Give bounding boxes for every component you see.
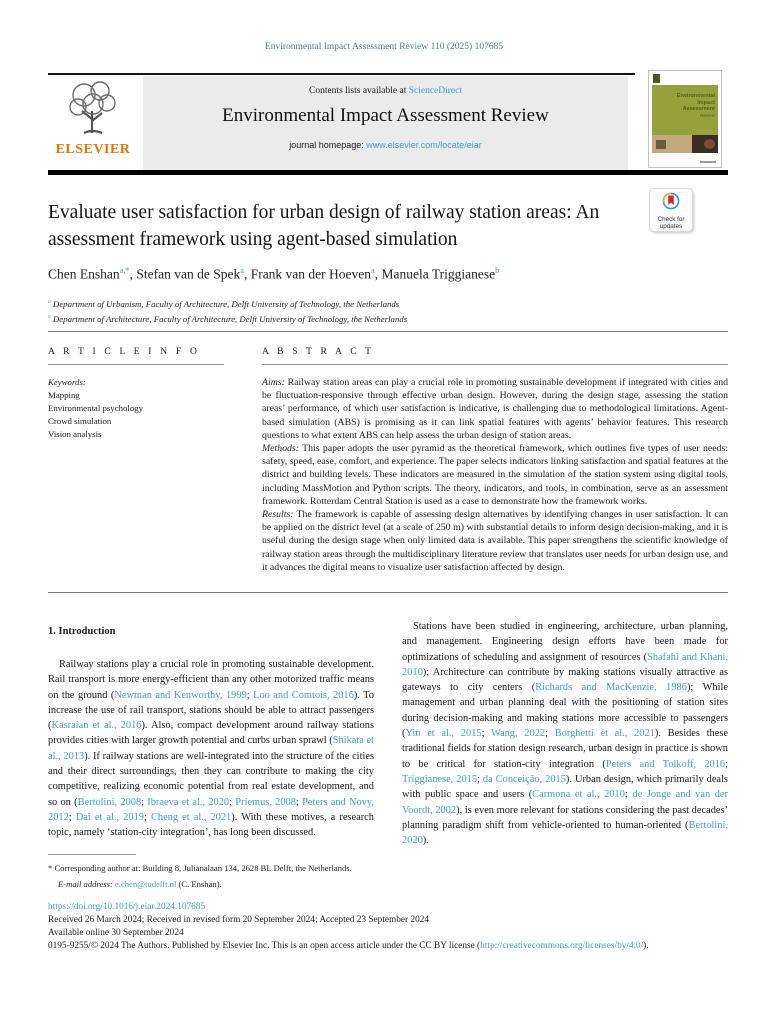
citation-link[interactable]: Triggianese, 2015: [402, 773, 478, 785]
author-list: [48, 266, 708, 283]
text-segment: ). With these motives, a research topic, namely ‘station-city integration’, has long been discussed.: [48, 811, 374, 839]
hyperlink[interactable]: www.elsevier.com/locate/eiar: [366, 140, 482, 150]
citation-link[interactable]: Ibraeva et al., 2020: [147, 796, 230, 808]
section-heading-introduction: 1. Introduction: [48, 626, 116, 637]
citation-link[interactable]: Richards and MacKenzie, 1986: [535, 682, 687, 694]
divider-rule-bottom: [48, 592, 728, 593]
elsevier-wordmark: ELSEVIER: [55, 142, 131, 157]
citation-link[interactable]: Peters and Tolkoff, 2016: [605, 758, 726, 770]
text-segment: ;: [246, 689, 254, 701]
citation-link[interactable]: Dai et al., 2019: [75, 811, 144, 823]
abstract-lead: Aims:: [262, 377, 285, 388]
text-segment: ). If railway stations are well-integrated into the structure of the cities and their direct surroundings, then they can contribute to making the city competitive, realizing economic potential from real estate development, and so on (: [48, 750, 375, 808]
citation-link[interactable]: Shafahi and Khani, 2010: [402, 651, 728, 678]
citation-link[interactable]: Bertolini, 2008: [77, 796, 142, 808]
journal-reference-line: Environmental Impact Assessment Review 110 (2025) 107685: [264, 42, 504, 52]
abstract-paragraph-results: [262, 508, 728, 574]
citation-link[interactable]: Shikata et al., 2013: [48, 735, 375, 762]
text-segment: 0195-9255/© 2024 The Authors. Published by Elsevier Inc. This is an open access article under the CC BY license (: [48, 941, 481, 951]
keyword-item: Environmental psychology: [48, 403, 144, 413]
text-segment: (C. Enshan).: [176, 878, 222, 889]
text-segment: ); Architecture can contribute by making stations visually attractive as gateways to city centers (: [402, 666, 728, 694]
article-footer: [48, 901, 728, 953]
elsevier-tree-icon: [62, 77, 124, 141]
text-segment: b: [495, 266, 500, 275]
citation-link[interactable]: Cheng et al., 2021: [150, 811, 232, 823]
abstract-lead: Methods:: [262, 443, 300, 455]
check-updates-label: Check for updates: [657, 216, 685, 230]
keyword-item: Vision analysis: [48, 429, 102, 439]
citation-link[interactable]: Peters and Novy, 2012: [48, 796, 374, 823]
citation-link[interactable]: Bertolini, 2020: [402, 819, 728, 847]
citation-link[interactable]: Newman and Kenworthy, 1999: [114, 689, 247, 701]
text-segment: Department of Urbanism, Faculty of Architecture, Delft University of Technology, the Netherlands: [50, 298, 400, 309]
text-segment: , Manuela Triggianese: [374, 266, 496, 282]
available-online: Available online 30 September 2024: [48, 928, 184, 938]
abstract-text: Railway station areas can play a crucial role in promoting sustainable development if integrated with cities and be fluctuation-responsive through effective urban design. However, during the design stage, assessing the station areas’ performance, of which user satisfaction is indicative, is challenging due to methodological limitations. Agent-based simulation (ABS) is promising as it can link spatial features with agents’ behavior features. This research questions to what extent ABS can help assess the urban design of station areas.: [262, 377, 728, 441]
citation-link[interactable]: Yin et al., 2015: [405, 728, 482, 740]
abstract-lead: Results:: [262, 509, 294, 521]
abstract-heading: A B S T R A C T: [262, 347, 728, 365]
cover-photo-strip: [652, 135, 718, 153]
text-segment: ), is even more relevant for stations considering the past decades’ planning paradigm shift from vehicle-oriented to human-oriented (: [402, 804, 729, 831]
text-segment: ). Urban design, which primarily deals with public space and users (: [402, 773, 728, 801]
citation-link[interactable]: da Conceição, 2015: [482, 773, 566, 785]
abstract-paragraph-aims: [262, 376, 728, 442]
text-segment: Railway stations play a crucial role in promoting sustainable development. Rail transport is more energy-efficient than any other motorized traffic means on the ground (: [48, 659, 374, 701]
text-segment: a,*: [119, 266, 130, 275]
abstract-paragraph-methods: [262, 442, 728, 508]
header-top-rule: [48, 73, 635, 75]
abstract-text: This paper adopts the user pyramid as the theoretical framework, which outlines five types of user needs: safety, speed, ease, comfort, and experience. The paper selects indicators linking satisfaction and spatial features at the district and building levels. These indicators are measured in the simulation of the station system using digital tools, including MassMotion and Python scripts. The theory, indicators, and tools, in combination, serve as an assessment framework. Rotterdam Central Station is used as a case to demonstrate how the framework works.: [262, 443, 728, 507]
body-left-column: [48, 614, 374, 848]
abstract-text: The framework is capable of assessing design alternatives by identifying changes in user satisfaction. It can be applied on the district level (at a scale of 250 m) with substantial details to inform design decision-making, and it is useful during the design stage when only limited data is available. This paper strengthens the scientific knowledge of railway station areas through the multidisciplinary literature review that translates user needs for urban design use, and it advances the digital means to visualize user satisfaction affected by design.: [262, 509, 728, 573]
cover-title: Environmental Impact Assessment Review: [676, 93, 715, 118]
text-segment: ;: [481, 728, 492, 740]
cover-logo-mark: [653, 74, 660, 83]
text-segment: ;: [545, 728, 555, 740]
info-abstract-section: [48, 347, 728, 574]
received-dates: Received 26 March 2024; Received in revised form 20 September 2024; Accepted 23 September 2024: [48, 915, 430, 925]
cover-photo-right: [692, 135, 718, 153]
journal-title: Environmental Impact Assessment Review: [222, 105, 549, 126]
journal-banner: [143, 76, 628, 170]
cover-footer-mark: [700, 161, 716, 163]
journal-homepage-line: [143, 140, 628, 150]
text-segment: , Stefan van de Spek: [129, 266, 241, 282]
text-segment: a: [240, 266, 244, 275]
footnote-email: [48, 877, 418, 893]
text-segment: ;: [229, 796, 236, 808]
journal-cover-thumbnail[interactable]: [648, 70, 722, 168]
footnote-address: * Corresponding author at: Building 8, Julianalaan 134, 2628 BL Delft, the Netherlands.: [48, 863, 352, 873]
text-segment: ;: [725, 758, 728, 770]
text-segment: ); While management and urban planning deal with the positioning of station sites during decision-making and making stations more accessible to passengers (: [402, 682, 728, 740]
keyword-item: Crowd simulation: [48, 416, 112, 426]
keyword-item: Mapping: [48, 390, 80, 400]
text-segment: ). To increase the use of rail transport, stations should be able to attract passengers (: [48, 689, 374, 732]
text-segment: ). Besides these traditional fields for station design research, urban design in practice is shown to be critical for station-city integration (: [402, 728, 729, 770]
journal-header: [48, 70, 728, 176]
text-segment: E-mail address:: [58, 878, 113, 889]
text-segment: ;: [477, 773, 483, 785]
footnote-rule: [48, 854, 136, 855]
divider-rule-top: [48, 331, 728, 332]
text-segment: journal homepage:: [289, 140, 367, 150]
citation-link[interactable]: Wang, 2022: [491, 728, 546, 740]
text-segment: Contents lists available at: [308, 86, 409, 96]
body-right-column: [402, 614, 728, 848]
text-segment: ;: [624, 789, 633, 801]
affiliation-a: [48, 296, 708, 311]
text-segment: a: [48, 299, 51, 305]
article-info-heading: A R T I C L E I N F O: [48, 347, 224, 365]
issn-copyright-line: [48, 940, 728, 953]
keywords-label: Keywords:: [48, 377, 86, 387]
affiliation-b: [48, 311, 708, 326]
article-body: [48, 614, 728, 848]
doi-link[interactable]: https://doi.org/10.1016/j.eiar.2024.107685: [48, 902, 206, 912]
text-segment: , Frank van der Hoeven: [243, 266, 372, 282]
check-updates-icon: [662, 192, 680, 210]
text-segment: ;: [143, 811, 151, 823]
text-segment: a: [371, 266, 375, 275]
citation-link[interactable]: Loo and Comtois, 2016: [253, 689, 354, 701]
text-segment: ;: [68, 811, 76, 823]
article-title: Evaluate user satisfaction for urban design of railway station areas: An assessment framework using agent-based simulation: [48, 202, 600, 250]
cover-photo-left: [652, 135, 692, 153]
affiliations: [48, 296, 708, 327]
body-paragraph: [48, 657, 374, 841]
citation-link[interactable]: Carmona et al., 2010: [532, 789, 625, 801]
text-segment: b: [48, 314, 51, 321]
citation-link[interactable]: Priemus, 2008: [235, 796, 296, 808]
corresponding-author-footnote: [48, 854, 418, 892]
citation-link[interactable]: Borghetti et al., 2021: [554, 728, 655, 740]
text-segment: ;: [141, 796, 148, 808]
text-segment: Stations have been studied in engineering, architecture, urban planning, and management. Engineering design efforts have been made for optimizations of scheduling and assignment of resources (: [402, 621, 728, 663]
abstract-column: [262, 347, 728, 574]
hyperlink[interactable]: ScienceDirect: [408, 86, 462, 96]
text-segment: Chen Enshan: [48, 266, 120, 282]
body-paragraph: [402, 619, 728, 848]
contents-line: [143, 86, 628, 96]
header-bottom-rule: [48, 170, 728, 175]
text-segment: Department of Architecture, Faculty of Architecture, Delft University of Technology, the Netherlands: [50, 314, 408, 325]
hyperlink[interactable]: e.chen@tudelft.nl: [114, 878, 177, 889]
article-info-column: [48, 347, 224, 574]
citation-link[interactable]: Kasraian et al., 2016: [51, 720, 142, 732]
text-segment: ).: [422, 835, 429, 847]
text-segment: ). Also, compact development around railway stations provides cities with larger growth potential and curbs urban sprawl (: [48, 720, 374, 747]
cover-green-panel: [652, 85, 718, 135]
hyperlink[interactable]: http://creativecommons.org/licenses/by/4.0/: [480, 941, 644, 951]
text-segment: ).: [643, 941, 649, 951]
text-segment: ;: [295, 796, 303, 808]
citation-link[interactable]: de Jonge and van der Voordt, 2002: [402, 789, 728, 816]
elsevier-logo: [48, 77, 138, 169]
check-for-updates-badge[interactable]: [649, 188, 693, 232]
